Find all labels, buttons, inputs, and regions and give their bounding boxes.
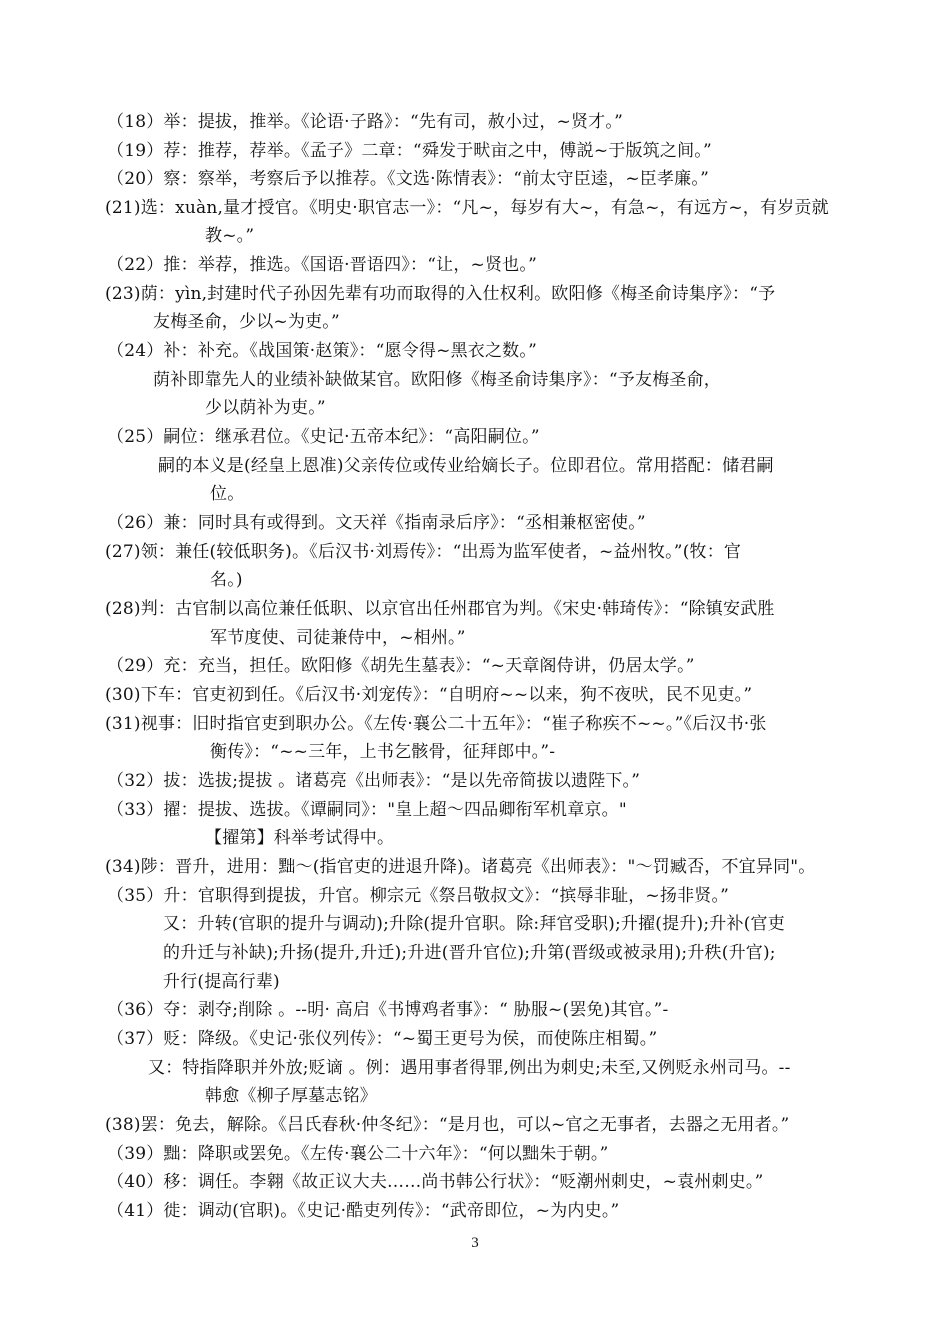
entry-31: (31)视事：旧时指官吏到职办公。《左传·襄公二十五年》：“崔子称疾不~~。”《后汉书·张 (105, 714, 767, 734)
entry-35: （35）升：官职得到提拔，升官。柳宗元《祭吕敬叔文》：“摈辱非耻，~扬非贤。” (107, 886, 730, 906)
entry-34: (34)陟：晋升，进用：黜～(指官吏的进退升降)。诸葛亮《出师表》："～罚臧否，不宜异同"。 (105, 857, 816, 877)
entry-40: （40）移：调任。李翱《故正议大夫……尚书韩公行状》：“贬潮州刺史，~袁州刺史。” (107, 1172, 764, 1192)
entry-35-note-cont: 的升迁与补缺);升扬(提升,升迁);升进(晋升官位);升第(晋级或被录用);升秩(升官); (163, 943, 776, 963)
entry-24-note: 荫补即靠先人的业绩补缺做某官。欧阳修《梅圣俞诗集序》：“予友梅圣俞， (153, 370, 721, 390)
entry-28: (28)判：古官制以高位兼任低职、以京官出任州郡官为判。《宋史·韩琦传》：“除镇安武胜 (105, 599, 775, 619)
entry-30: (30)下车：官吏初到任。《后汉书·刘宠传》：“自明府~~以来，狗不夜吠，民不见吏。” (105, 685, 753, 705)
entry-25-note: 嗣的本义是(经皇上恩准)父亲传位或传业给嫡长子。位即君位。常用搭配：储君嗣 (158, 456, 774, 476)
entry-35-note-cont2: 升行(提高行辈) (163, 972, 280, 992)
entry-32: （32）拔：选拔;提拔 。诸葛亮《出师表》：“是以先帝简拔以遗陛下。” (107, 771, 641, 791)
entry-41: （41）徙：调动(官职)。《史记·酷吏列传》：“武帝即位，~为内史。” (107, 1201, 620, 1221)
entry-19: （19）荐：推荐，荐举。《孟子》二章：“舜发于畎亩之中，傅説~于版筑之间。” (107, 141, 712, 161)
entry-35-note: 又：升转(官职的提升与调动);升除(提升官职。除:拜官受职);升擢(提升);升补(官吏 (163, 914, 785, 934)
entry-36: （36）夺：剥夺;削除 。--明· 高启《书博鸡者事》：“ 胁服~(罢免)其官。”- (107, 1000, 669, 1020)
entry-37: （37）贬：降级。《史记·张仪列传》：“~蜀王更号为侯，而使陈庄相蜀。” (107, 1029, 658, 1049)
page-number: 3 (471, 1235, 479, 1251)
entry-33-note: 【擢第】科举考试得中。 (205, 828, 395, 848)
entry-25: （25）嗣位：继承君位。《史记·五帝本纪》：“高阳嗣位。” (107, 427, 540, 447)
entry-24: （24）补：补充。《战国策·赵策》：“愿令得~黑衣之数。” (107, 341, 537, 361)
entry-37-note: 又：特指降职并外放;贬谪 。例：遇用事者得罪,例出为刺史;未至,又例贬永州司马。-- (148, 1058, 791, 1078)
entry-26: （26）兼：同时具有或得到。文天祥《指南录后序》：“丞相兼枢密使。” (107, 513, 646, 533)
entry-21: (21)选：xuàn,量才授官。《明史·职官志一》：“凡~，每岁有大~，有急~，有远方~，有岁贡就 (105, 198, 829, 218)
entry-28-cont: 军节度使、司徒兼侍中，~相州。” (210, 628, 466, 648)
entry-33: （33）擢：提拔、选拔。《谭嗣同》："皇上超～四品卿衔军机章京。" (107, 800, 627, 820)
entry-37-note-cont: 韩愈《柳子厚墓志铭》 (205, 1086, 377, 1106)
entry-24-note-cont: 少以荫补为吏。” (205, 398, 326, 418)
entry-27-cont: 名。) (210, 570, 243, 590)
entry-23: (23)荫：yìn,封建时代子孙因先辈有功而取得的入仕权利。欧阳修《梅圣俞诗集序》：“予 (105, 284, 776, 304)
entry-23-cont: 友梅圣俞，少以~为吏。” (153, 312, 340, 332)
entry-20: （20）察：察举，考察后予以推荐。《文选·陈情表》：“前太守臣逵，~臣孝廉。” (107, 169, 709, 189)
entry-21-cont: 教~。” (205, 226, 255, 246)
entry-29: （29）充：充当，担任。欧阳修《胡先生墓表》：“~天章阁侍讲，仍居太学。” (107, 656, 695, 676)
entry-22: （22）推：举荐，推选。《国语·晋语四》：“让，~贤也。” (107, 255, 537, 275)
entry-25-note-cont: 位。 (210, 484, 245, 504)
entry-38: (38)罢：免去，解除。《吕氏春秋·仲冬纪》：“是月也，可以~官之无事者，去器之无用者。” (105, 1115, 790, 1135)
entry-31-cont: 衡传》：“~~三年，上书乞骸骨，征拜郎中。”- (210, 742, 556, 762)
entry-27: (27)领：兼任(较低职务)。《后汉书·刘焉传》：“出焉为监军使者，~益州牧。”(牧：官 (105, 542, 742, 562)
entry-39: （39）黜：降职或罢免。《左传·襄公二十六年》：“何以黜朱于朝。” (107, 1144, 609, 1164)
entry-18: （18）举：提拔，推举。《论语·子路》：“先有司，赦小过，~贤才。” (107, 112, 623, 132)
